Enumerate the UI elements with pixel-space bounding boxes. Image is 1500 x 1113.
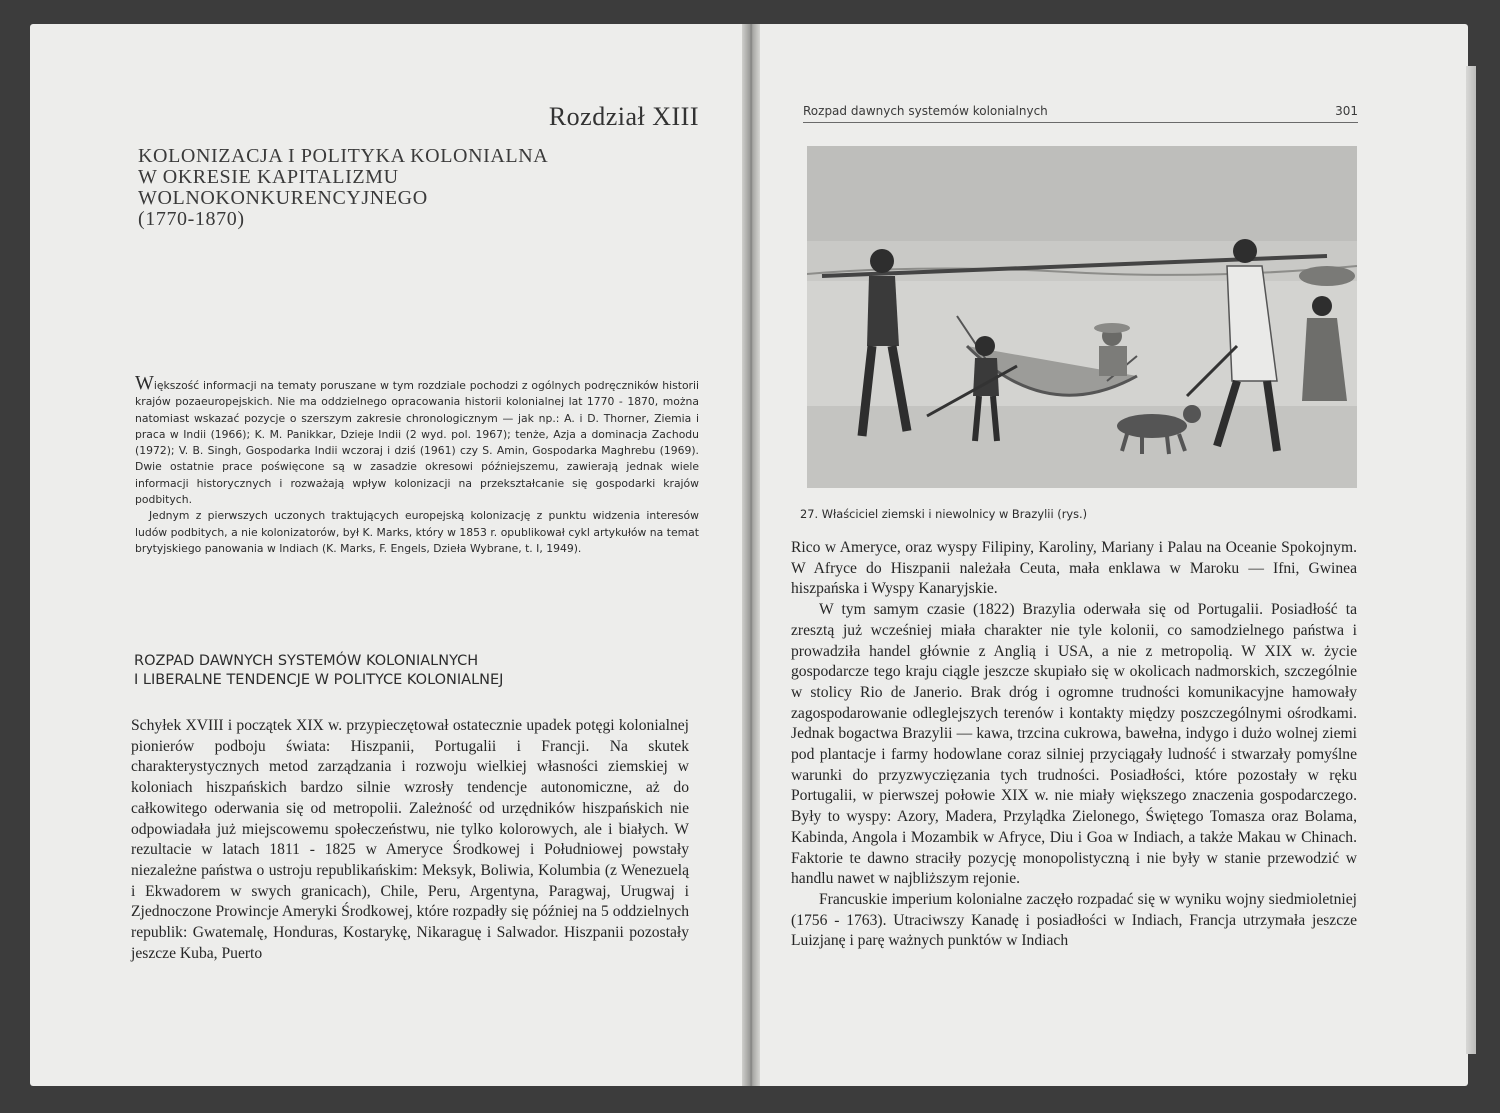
chapter-heading: Rozdział XIII: [548, 102, 699, 131]
body-paragraph: W tym samym czasie (1822) Brazylia oderwała się od Portugalii. Posiadłość ta zresztą już wcześniej miała charakter nie tyle kolonii, co samodzielnego państwa i prowadziła handel głównie z Anglią i USA, a nie z metropolią. W XIX w. życie gospodarcze tego kraju ciągle jeszcze skupiało się w okolicach nadmorskich, szczególnie w stolicy Rio de Janerio. Brak dróg i ogromne trudności komunikacyjne hamowały zagospodarowanie odleglejszych terenów i kontakty między poszczególnymi ośrodkami. Jednak bogactwa Brazylii — kawa, trzcina cukrowa, bawełna, indygo i dużo wolnej ziemi pod plantacje i farmy hodowlane coraz silniej przyciągały ludność i stwarzały pomyślne warunki do przyzwyczięzania tych trudności. Posiadłości, które pozostały w ręku Portugalii, w pierwszej połowie XIX w. nie miały większego znaczenia gospodarczego. Były to wyspy: Azory, Madera, Przylądka Zielonego, Świętego Tomasza oraz Bolama, Kabinda, Angola i Mozambik w Afryce, Diu i Goa w Indiach, a także Makau w Chinach. Faktorie te dawno straciły pozycję monopolistyczną i nie były w stanie przewodzić w handlu nawet w najbliższym rejonie.: [791, 601, 1357, 888]
chapter-title-line: KOLONIZACJA I POLITYKA KOLONIALNA: [138, 145, 549, 167]
page-edge-stack: [1466, 66, 1476, 1054]
section-heading: [134, 652, 694, 690]
body-paragraph: Rico w Ameryce, oraz wyspy Filipiny, Karoliny, Mariany i Palau na Oceanie Spokojnym. W Afryce do Hiszpanii należała Ceuta, mała enklawa w Maroku — Ifni, Gwinea hiszpańska i Wyspy Kanaryjskie.: [791, 539, 1357, 598]
body-text-right: [791, 538, 1357, 952]
intro-paragraph: [135, 372, 699, 508]
intro-text: iększość informacji na tematy poruszane w tym rozdziale pochodzi z ogólnych podręczników historii krajów pozaeuropejskich. Nie ma oddzielnego opracowania historii kolonialnej lat 1770 - 1870, można natomiast wskazać pozycje o szerszym zakresie chronologicznym — jak np.: A. i D. Thorner, Ziemia i praca w Indii (1966); K. M. Panikkar, Dzieje Indii (2 wyd. pol. 1967); tenże, Azja a dominacja Zachodu (1972); V. B. Singh, Gospodarka Indii wczoraj i dziś (1961) czy S. Amin, Gospodarka Maghrebu (1969). Dwie ostatnie prace poświęcone są w zasadzie okresowi późniejszemu, zawierają jednak wiele informacji historycznych i rozważają wpływ kolonizacji na przekształcanie się gospodarki krajów podbitych.: [135, 379, 699, 507]
running-head: [803, 104, 1358, 123]
intro-paragraph: Jednym z pierwszych uczonych traktujących europejską kolonizację z punktu widzenia interesów ludów podbitych, a nie kolonizatorów, był K. Marks, który w 1853 r. opublikował cykl artykułów na temat brytyjskiego panowania w Indiach (K. Marks, F. Engels, Dzieła Wybrane, t. I, 1949).: [135, 509, 699, 555]
illustration-drawing: [807, 146, 1357, 488]
figure-caption: 27. Właściciel ziemski i niewolnicy w Brazylii (rys.): [800, 507, 1088, 521]
bibliographic-intro: [135, 372, 699, 557]
drop-cap: W: [135, 372, 154, 394]
running-head-title: Rozpad dawnych systemów kolonialnych: [803, 104, 1048, 118]
chapter-title-line: W OKRESIE KAPITALIZMU: [138, 166, 399, 188]
chapter-title-years: (1770-1870): [138, 208, 245, 230]
illustration-hammock-scene: [807, 146, 1357, 488]
body-paragraph: Francuskie imperium kolonialne zaczęło rozpadać się w wyniku wojny siedmioletniej (1756 - 1763). Utraciwszy Kanadę i posiadłości w Indiach, Francja utrzymała jeszcze Luizjanę i parę ważnych punktów w Indiach: [791, 890, 1357, 950]
section-heading-line: ROZPAD DAWNYCH SYSTEMÓW KOLONIALNYCH: [134, 653, 479, 669]
page-number: 301: [1335, 104, 1358, 118]
section-heading-line: I LIBERALNE TENDENCJE W POLITYCE KOLONIALNEJ: [134, 672, 504, 688]
book-gutter: [742, 24, 760, 1086]
chapter-title-line: WOLNOKONKURENCYJNEGO: [138, 187, 428, 209]
body-text-left: [131, 716, 689, 964]
left-page: [30, 24, 742, 1086]
body-paragraph: Schyłek XVIII i początek XIX w. przypieczętował ostatecznie upadek potęgi kolonialnej pionierów podboju świata: Hiszpanii, Portugalii i Francji. Na skutek charakterystycznych metod zarządzania i rozwoju wielkiej własności ziemskiej w koloniach hiszpańskich bardzo silnie wzrosły tendencje autonomiczne, aż do całkowitego oderwania się od metropolii. Zależność od urzędników hiszpańskich nie odpowiadała już miejscowemu społeczeństwu, nie tylko kolorowych, ale i białych. W rezultacie w latach 1811 - 1825 w Ameryce Środkowej i Południowej powstały niezależne państwa o ustroju republikańskim: Meksyk, Boliwia, Kolumbia (z Wenezuelą i Ekwadorem w swych granicach), Chile, Peru, Argentyna, Paragwaj, Urugwaj i Zjednoczone Prowincje Ameryki Środkowej, które rozpadły się później na 5 oddzielnych republik: Gwatemalę, Honduras, Kostarykę, Nikaraguę i Salwador. Hiszpanii pozostały jeszcze Kuba, Puerto: [131, 717, 689, 962]
right-page: [760, 24, 1468, 1086]
chapter-title: [138, 146, 618, 230]
